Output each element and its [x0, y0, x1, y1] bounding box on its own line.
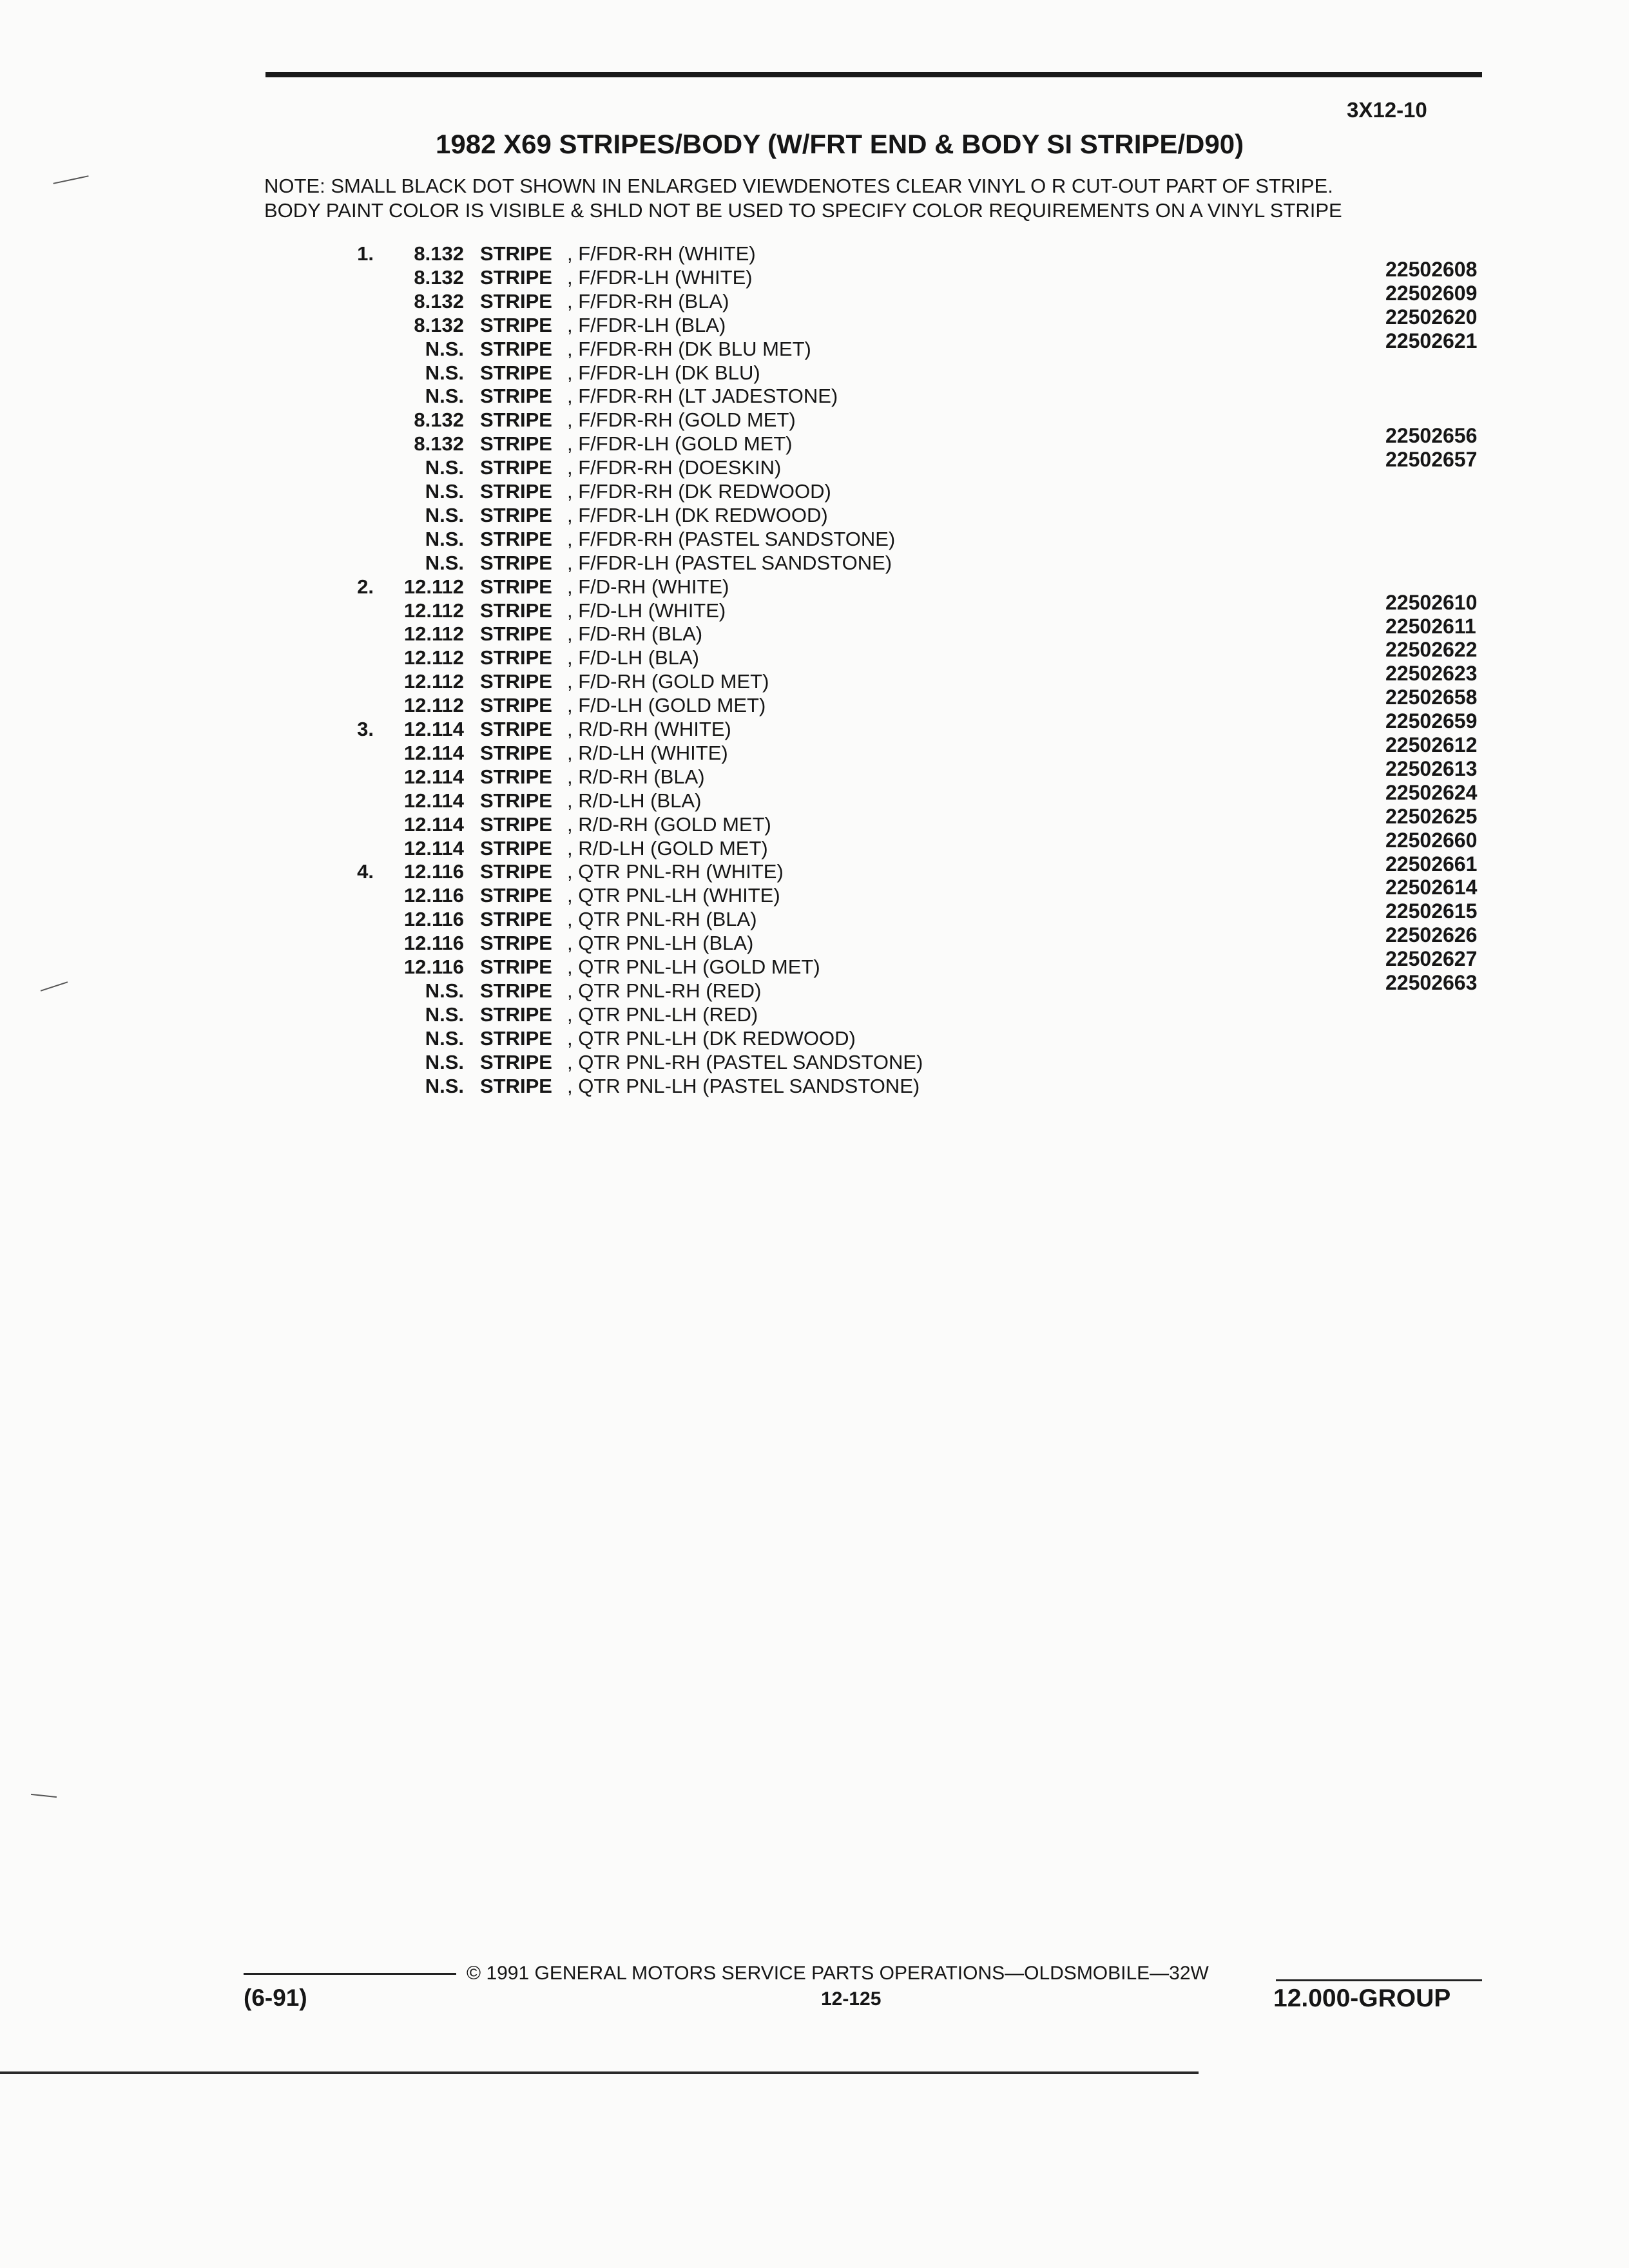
illustration-ref: 8.132 — [414, 432, 464, 456]
part-description: , F/FDR-RH (DK REDWOOD) — [567, 480, 831, 503]
part-number: 22502610 — [1385, 590, 1478, 614]
part-description: , R/D-LH (BLA) — [567, 789, 702, 812]
part-description: , F/FDR-RH (PASTEL SANDSTONE) — [567, 527, 896, 550]
illustration-ref: N.S. — [425, 1003, 464, 1026]
illustration-ref: 8.132 — [414, 313, 464, 336]
illustration-ref: N.S. — [425, 385, 464, 408]
part-number: 22502614 — [1385, 876, 1478, 899]
part-description: , R/D-LH (GOLD MET) — [567, 836, 768, 860]
part-description: , F/FDR-LH (GOLD MET) — [567, 432, 793, 456]
scan-mark — [53, 175, 88, 184]
illustration-ref: 12.116 — [403, 860, 464, 883]
part-description: , QTR PNL-RH (PASTEL SANDSTONE) — [567, 1050, 923, 1073]
part-number: 22502657 — [1385, 448, 1478, 472]
part-description: , F/D-RH (GOLD MET) — [567, 670, 769, 693]
part-name: STRIPE — [480, 1026, 552, 1050]
note-line-2: BODY PAINT COLOR IS VISIBLE & SHLD NOT BE USED TO SPECIFY COLOR REQUIREMENTS ON A VINYL STRIPE — [264, 199, 1342, 222]
illustration-ref: 12.116 — [403, 956, 464, 978]
illustration-ref: 8.132 — [414, 242, 464, 265]
part-name: STRIPE — [480, 432, 552, 456]
part-description: , F/FDR-RH (DK BLU MET) — [567, 337, 811, 360]
part-number: 22502613 — [1385, 756, 1478, 780]
part-name: STRIPE — [480, 741, 552, 764]
illustration-ref: N.S. — [425, 979, 464, 1002]
illustration-ref: 12.116 — [403, 908, 464, 931]
part-number: 22502622 — [1385, 638, 1478, 662]
part-name: STRIPE — [480, 836, 552, 860]
footer-rule-right — [1276, 1979, 1482, 1981]
part-number: 22502608 — [1385, 258, 1478, 281]
illustration-ref: 12.112 — [403, 646, 464, 669]
part-description: , F/FDR-RH (BLA) — [567, 289, 729, 312]
illustration-ref: 12.112 — [403, 575, 464, 598]
part-number: 22502620 — [1385, 305, 1478, 329]
part-name: STRIPE — [480, 1050, 552, 1073]
part-description: , F/FDR-LH (BLA) — [567, 313, 726, 336]
footer-date: (6-91) — [244, 1984, 307, 2011]
part-name: STRIPE — [480, 765, 552, 788]
part-number: 22502658 — [1385, 686, 1478, 709]
part-description: , QTR PNL-LH (BLA) — [567, 932, 754, 955]
part-name: STRIPE — [480, 718, 552, 740]
part-description: , F/FDR-LH (WHITE) — [567, 265, 753, 289]
part-description: , F/D-RH (BLA) — [567, 622, 703, 646]
part-description: , QTR PNL-LH (PASTEL SANDSTONE) — [567, 1074, 920, 1097]
part-description: , F/D-LH (WHITE) — [567, 599, 726, 622]
illustration-ref: 12.114 — [403, 812, 464, 836]
part-name: STRIPE — [480, 694, 552, 717]
part-name: STRIPE — [480, 337, 552, 360]
illustration-ref: 12.114 — [403, 741, 464, 764]
part-number: 22502661 — [1385, 852, 1478, 876]
part-name: STRIPE — [480, 551, 552, 574]
illustration-ref: N.S. — [425, 337, 464, 360]
part-description: , R/D-RH (WHITE) — [567, 718, 731, 740]
part-number: 22502663 — [1385, 971, 1478, 994]
illustration-ref: 8.132 — [414, 289, 464, 312]
top-rule — [265, 72, 1482, 77]
part-name: STRIPE — [480, 1003, 552, 1026]
part-description: , F/D-LH (GOLD MET) — [567, 694, 766, 717]
part-description: , QTR PNL-RH (WHITE) — [567, 860, 784, 883]
illustration-ref: 12.112 — [403, 670, 464, 693]
illustration-ref: 8.132 — [414, 265, 464, 289]
illustration-ref: 12.114 — [403, 789, 464, 812]
part-description: , F/FDR-LH (DK REDWOOD) — [567, 503, 828, 526]
footer-page-number: 12-125 — [821, 1988, 882, 2010]
part-name: STRIPE — [480, 408, 552, 432]
illustration-ref: N.S. — [425, 551, 464, 574]
part-number: 22502615 — [1385, 899, 1478, 923]
illustration-ref: 12.112 — [403, 622, 464, 646]
item-number: 4. — [357, 860, 374, 883]
illustration-ref: 12.114 — [403, 718, 464, 740]
part-name: STRIPE — [480, 884, 552, 907]
part-description: , QTR PNL-LH (WHITE) — [567, 884, 780, 907]
part-number: 22502611 — [1385, 614, 1476, 638]
part-description: , QTR PNL-LH (DK REDWOOD) — [567, 1026, 856, 1050]
footer-rule-left — [244, 1973, 456, 1975]
footer-copyright: © 1991 GENERAL MOTORS SERVICE PARTS OPERATIONS—OLDSMOBILE—32W — [467, 1963, 1209, 1984]
bottom-rule — [0, 2071, 1199, 2074]
illustration-ref: 12.114 — [403, 765, 464, 788]
part-name: STRIPE — [480, 480, 552, 503]
part-name: STRIPE — [480, 670, 552, 693]
part-name: STRIPE — [480, 908, 552, 931]
part-name: STRIPE — [480, 956, 552, 978]
part-name: STRIPE — [480, 1074, 552, 1097]
part-name: STRIPE — [480, 812, 552, 836]
part-description: , QTR PNL-RH (RED) — [567, 979, 762, 1002]
part-number: 22502609 — [1385, 281, 1478, 305]
part-number: 22502656 — [1385, 424, 1478, 448]
part-name: STRIPE — [480, 575, 552, 598]
illustration-ref: N.S. — [425, 1026, 464, 1050]
part-name: STRIPE — [480, 456, 552, 479]
part-name: STRIPE — [480, 361, 552, 384]
part-number: 22502612 — [1385, 733, 1478, 756]
part-name: STRIPE — [480, 313, 552, 336]
part-description: , R/D-RH (GOLD MET) — [567, 812, 771, 836]
part-name: STRIPE — [480, 242, 552, 265]
note-line-1: NOTE: SMALL BLACK DOT SHOWN IN ENLARGED VIEWDENOTES CLEAR VINYL O R CUT-OUT PART OF STRIPE. — [264, 175, 1333, 197]
part-description: , QTR PNL-LH (GOLD MET) — [567, 956, 820, 978]
part-description: , F/FDR-RH (WHITE) — [567, 242, 756, 265]
part-description: , F/FDR-RH (GOLD MET) — [567, 408, 796, 432]
part-description: , F/FDR-LH (DK BLU) — [567, 361, 760, 384]
illustration-ref: N.S. — [425, 503, 464, 526]
part-number: 22502621 — [1385, 329, 1478, 352]
part-name: STRIPE — [480, 503, 552, 526]
part-name: STRIPE — [480, 527, 552, 550]
part-description: , R/D-RH (BLA) — [567, 765, 705, 788]
part-description: , F/FDR-RH (DOESKIN) — [567, 456, 782, 479]
illustration-ref: 12.112 — [403, 694, 464, 717]
illustration-ref: 12.112 — [403, 599, 464, 622]
illustration-ref: N.S. — [425, 361, 464, 384]
illustration-ref: N.S. — [425, 1074, 464, 1097]
part-number: 22502624 — [1385, 780, 1478, 804]
part-name: STRIPE — [480, 599, 552, 622]
illustration-ref: N.S. — [425, 1050, 464, 1073]
part-description: , F/D-LH (BLA) — [567, 646, 699, 669]
item-number: 3. — [357, 718, 374, 740]
part-name: STRIPE — [480, 860, 552, 883]
item-number: 1. — [357, 242, 374, 265]
part-number: 22502623 — [1385, 662, 1478, 686]
part-name: STRIPE — [480, 265, 552, 289]
part-name: STRIPE — [480, 622, 552, 646]
part-number: 22502625 — [1385, 804, 1478, 828]
part-number: 22502627 — [1385, 947, 1478, 971]
illustration-ref: 12.116 — [403, 932, 464, 955]
part-name: STRIPE — [480, 385, 552, 408]
scan-mark — [41, 981, 68, 991]
page-code: 3X12-10 — [1347, 98, 1427, 122]
illustration-ref: 12.116 — [403, 884, 464, 907]
part-name: STRIPE — [480, 979, 552, 1002]
illustration-ref: N.S. — [425, 527, 464, 550]
page-title: 1982 X69 STRIPES/BODY (W/FRT END & BODY SI STRIPE/D90) — [436, 129, 1244, 159]
note-block — [264, 174, 1342, 223]
part-name: STRIPE — [480, 646, 552, 669]
part-number: 22502626 — [1385, 923, 1478, 947]
part-number: 22502660 — [1385, 828, 1478, 852]
part-name: STRIPE — [480, 932, 552, 955]
illustration-ref: N.S. — [425, 456, 464, 479]
item-number: 2. — [357, 575, 374, 598]
illustration-ref: 8.132 — [414, 408, 464, 432]
part-description: , R/D-LH (WHITE) — [567, 741, 728, 764]
part-description: , F/D-RH (WHITE) — [567, 575, 729, 598]
illustration-ref: 12.114 — [403, 836, 464, 860]
footer-group: 12.000-GROUP — [1273, 1984, 1451, 2012]
part-description: , F/FDR-RH (LT JADESTONE) — [567, 385, 838, 408]
part-name: STRIPE — [480, 289, 552, 312]
part-description: , QTR PNL-RH (BLA) — [567, 908, 757, 931]
part-description: , QTR PNL-LH (RED) — [567, 1003, 758, 1026]
part-description: , F/FDR-LH (PASTEL SANDSTONE) — [567, 551, 892, 574]
part-name: STRIPE — [480, 789, 552, 812]
scan-mark — [31, 1794, 57, 1798]
illustration-ref: N.S. — [425, 480, 464, 503]
part-number: 22502659 — [1385, 709, 1478, 733]
